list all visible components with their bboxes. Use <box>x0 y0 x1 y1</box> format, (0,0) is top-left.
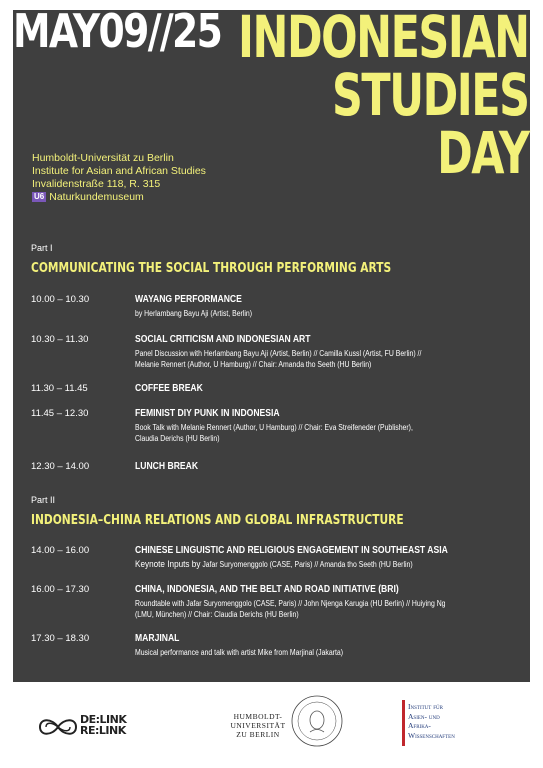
venue-university: Humboldt-Universität zu Berlin <box>32 152 174 164</box>
event-info <box>135 294 505 319</box>
venue-institute: Institute for Asian and African Studies <box>32 165 206 177</box>
event-description <box>135 348 453 370</box>
event-title: LUNCH BREAK <box>135 461 199 472</box>
event-description: Musical performance and talk with artist Mike from Marjinal (Jakarta) <box>135 648 343 657</box>
event-description-line: Panel Discussion with Herlambang Bayu Aji (Artist, Berlin) // Camilla Kussl (Artist, FU Berlin) // <box>135 349 422 358</box>
venue-transit <box>32 191 206 204</box>
event-time: 12.30 – 14.00 <box>31 461 90 472</box>
event-info <box>135 584 505 620</box>
event-time: 14.00 – 16.00 <box>31 545 90 556</box>
event-description-line: Melanie Rennert (Author, U Hamburg) // Chair: Amanda tho Seeth (HU Berlin) <box>135 360 372 369</box>
event-description <box>135 559 453 570</box>
event-date: MAY09//25 <box>13 4 222 58</box>
infinity-knot-icon <box>36 712 80 742</box>
iaaw-institute-logo[interactable] <box>402 700 492 746</box>
event-description: by Herlambang Bayu Aji (Artist, Berlin) <box>135 309 253 318</box>
venue-block <box>32 152 206 204</box>
delink-relink-logo[interactable] <box>36 712 126 742</box>
event-title: CHINA, INDONESIA, AND THE BELT AND ROAD INITIATIVE (BRI) <box>135 584 399 595</box>
keynote-prefix: Keynote Inputs by <box>135 559 201 570</box>
transit-stop: Naturkundemuseum <box>49 191 144 203</box>
event-title: COFFEE BREAK <box>135 383 203 394</box>
event-time: 10.30 – 11.30 <box>31 334 89 345</box>
hu-line: UNIVERSITÄT <box>230 721 286 730</box>
title-line-2: STUDIES <box>332 61 529 129</box>
iaaw-text <box>408 702 455 740</box>
humboldt-university-logo[interactable] <box>222 712 294 739</box>
event-info <box>135 461 505 472</box>
delink-text <box>80 714 126 736</box>
iaaw-red-bar <box>402 700 405 746</box>
event-info <box>135 545 505 570</box>
event-time: 11.30 – 11.45 <box>31 383 88 394</box>
venue-address: Invalidenstraße 118, R. 315 <box>32 178 161 190</box>
event-description-line: (LMU, München) // Chair: Claudia Derichs (HU Berlin) <box>135 610 299 619</box>
event-description-line: Claudia Derichs (HU Berlin) <box>135 434 220 443</box>
humboldt-seal-icon <box>290 694 344 748</box>
delink-line: DE:LINK <box>80 713 127 726</box>
event-description-line: Book Talk with Melanie Rennert (Author, U Hamburg) // Chair: Eva Streifeneder (Publisher), <box>135 423 413 432</box>
iaaw-line: Wissenschaften <box>408 730 455 740</box>
section-title-1: COMMUNICATING THE SOCIAL THROUGH PERFORMING ARTS <box>31 261 392 276</box>
event-description <box>135 422 453 444</box>
hu-line: HUMBOLDT- <box>233 712 283 721</box>
iaaw-line: Afrika- <box>408 721 431 730</box>
relink-line: RE:LINK <box>80 724 126 737</box>
event-time: 10.00 – 10.30 <box>31 294 90 305</box>
event-title: CHINESE LINGUISTIC AND RELIGIOUS ENGAGEMENT IN SOUTHEAST ASIA <box>135 545 448 556</box>
hu-line: ZU BERLIN <box>236 730 280 739</box>
part-label-2: Part II <box>31 495 56 505</box>
event-info <box>135 633 505 658</box>
event-title: MARJINAL <box>135 633 180 644</box>
section-title-2: INDONESIA–CHINA RELATIONS AND GLOBAL INFRASTRUCTURE <box>31 513 404 528</box>
u6-badge-icon: U6 <box>34 192 45 201</box>
iaaw-line: Institut für <box>408 702 443 711</box>
event-time: 17.30 – 18.30 <box>31 633 90 644</box>
event-time: 11.45 – 12.30 <box>31 408 89 419</box>
event-info <box>135 408 505 444</box>
iaaw-line: Asien- und <box>408 711 440 721</box>
event-description-line: Roundtable with Jafar Suryomenggolo (CASE, Paris) // John Njenga Karugia (HU Berlin) // Huiying Ng <box>135 599 446 608</box>
event-info <box>135 383 505 394</box>
part-label-1: Part I <box>31 243 53 253</box>
event-title: SOCIAL CRITICISM AND INDONESIAN ART <box>135 334 311 345</box>
title-line-1: INDONESIAN <box>238 3 529 71</box>
event-time: 16.00 – 17.30 <box>31 584 90 595</box>
event-description <box>135 598 453 620</box>
event-title: FEMINIST DIY PUNK IN INDONESIA <box>135 408 280 419</box>
title-line-3: DAY <box>437 119 529 187</box>
footer-logos <box>0 690 543 768</box>
event-description-line: Jafar Suryomenggolo (CASE, Paris) // Amanda tho Seeth (HU Berlin) <box>202 560 413 569</box>
event-title: WAYANG PERFORMANCE <box>135 294 242 305</box>
event-info <box>135 334 505 370</box>
